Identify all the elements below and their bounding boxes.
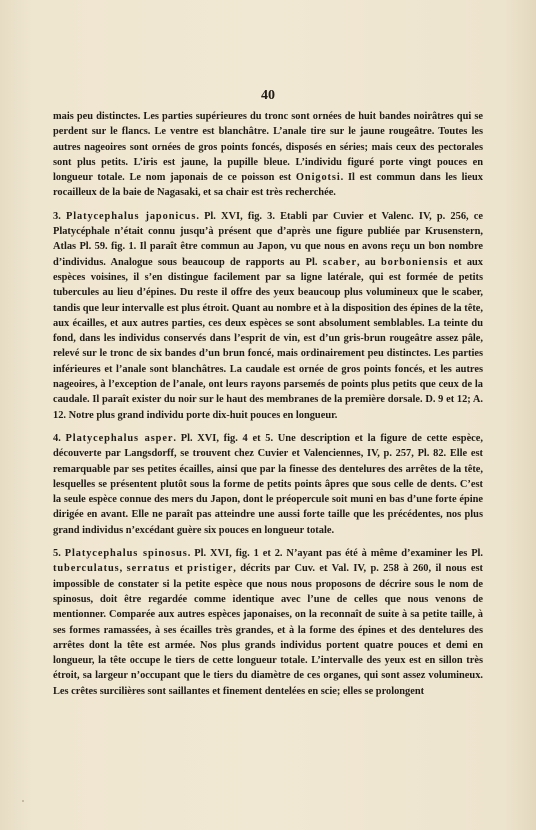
text-run: mais peu distinctes. Les parties supérieures du tronc sont ornées de huit bandes noirâtres qui se perdent sur le flancs. Le ventre est blanchâtre. L’anale tire sur le jaune rougeâtre. Toutes les autres nageoires sont ornées de gros points foncés, disposés en séries; mais ceux des pectorales sont plus petits. L’iris est jaune, la pupille bleue. L’individu figuré porte vingt pouces en longueur totale. Le nom japonais de ce poisson est [53, 111, 483, 184]
species-name: serratus [126, 563, 171, 575]
text-run: . Pl. XVI, fig. 3. Etabli par Cuvier et Valenc. IV, p. 256, ce Platycéphale n’était connu jusqu’à présent que d’après une figure publiée par Krusenstern, Atlas Pl. 59. fig. 1. Il paraît être commun au Japon, vu que nous en avons reçu un bon nombre d’individus. Analogue sous beaucoup de rapports au Pl. [53, 210, 483, 268]
species-name: tuberculatus [53, 563, 120, 575]
body-text [53, 109, 483, 699]
text-run: . Pl. XVI, fig. 1 et 2. N’ayant pas été à même d’examiner les Pl. [187, 548, 484, 560]
paragraph-platycephalus-asper [53, 431, 483, 538]
paragraph-platycephalus-spinosus [53, 546, 483, 699]
species-name: Onigotsi [295, 172, 341, 184]
text-run: . Pl. XVI, fig. 4 et 5. Une description et la figure de cette espèce, découverte par Langsdorff, se trouvent chez Cuvier et Valenciennes, IV, p. 257, Pl. 82. Elle est remarquable par ses petites écailles, ainsi que par la finesse des dentelures des arrêtes de la tête, lesquelles se présentent plutôt sous la forme de petits points âpres que sous celle de dents. C’est la seule espèce connue des mers du Japon, dont le préopercule soit muni en bas d’une forte épine dirigée en avant. Elle ne paraît pas atteindre une aussi forte taille que les précédentes, nos plus grand individus n’excédant guère six pouces en longueur totale. [53, 432, 484, 536]
paragraph-continuation [53, 109, 483, 201]
species-name: scaber [322, 256, 357, 268]
margin-mark [22, 800, 24, 802]
paragraph-platycephalus-japonicus [53, 209, 483, 423]
text-run: . Il est commun dans les lieux rocailleux de la baie de Nagasaki, et sa chair est très recherchée. [53, 172, 484, 199]
text-run: 5. [53, 548, 65, 560]
text-run: et aux espèces voisines, il s’en distingue facilement par sa ligne latérale, qui est formée de petits tubercules au lieu d’épines. Du reste il offre des yeux beaucoup plus volumineux que le scaber, tandis que leur intervalle est plus étroit. Quant au nombre et à la disposition des épines de la tête, aux écailles, et aux autres parties, ces deux espèces se sont absolument semblables. La teinte du fond, dans les individus conservés dans l’esprit de vin, est d’un gris-brun rougeâtre assez pâle, relevé sur le tronc de six bandes d’un brun foncé, mais ordinairement peu distinctes. Les parties inférieures et l’anale sont blanchâtres. La caudale est ornée de gros points foncés, et les autres nageoires, à l’exception de l’anale, ont leurs rayons parsemés de points plus petits que ceux de la caudale. Il paraît exister du noir sur le haut des membranes de la première dorsale. D. 9 et 12; A. 12. Notre plus grand individu porte dix-huit pouces en longueur. [53, 256, 483, 421]
text-run: , au [356, 256, 381, 268]
text-run: et [170, 563, 188, 575]
species-name: pristiger [187, 563, 234, 575]
species-name: borboniensis [380, 256, 449, 268]
text-run: , [119, 563, 127, 575]
text-run: 4. [53, 432, 66, 444]
page-number: 40 [261, 88, 275, 103]
species-name: Platycephalus spinosus [64, 548, 188, 560]
species-name: Platycephalus asper [65, 432, 174, 444]
text-run: 3. [53, 210, 66, 222]
text-run: , décrits par Cuv. et Val. IV, p. 258 à 260, il nous est impossible de constater si la petite espèce que nous nous proposons de décrire sous le nom de spinosus, doit être regardée comme identique avec l’une de celles que nous venons de mentionner. Comparée aux autres espèces japonaises, on la reconnaît de suite à sa petite taille, à ses formes ramassées, à ses écailles très grandes, et à la forme des épines et des dentelures des arrêtes dont la tête est armée. Nos plus grands individus portent quatre pouces et demi en longueur, la tête occupe le tiers de cette longueur totale. L’intervalle des yeux est en sillon très étroit, sa largeur n’occupant que le tiers du diamètre de ces organes, qui sont assez volumineux. Les crêtes surcilières sont saillantes et finement dentelées en scie; elles se prolongent [53, 563, 483, 697]
species-name: Platycephalus japonicus [65, 210, 197, 222]
